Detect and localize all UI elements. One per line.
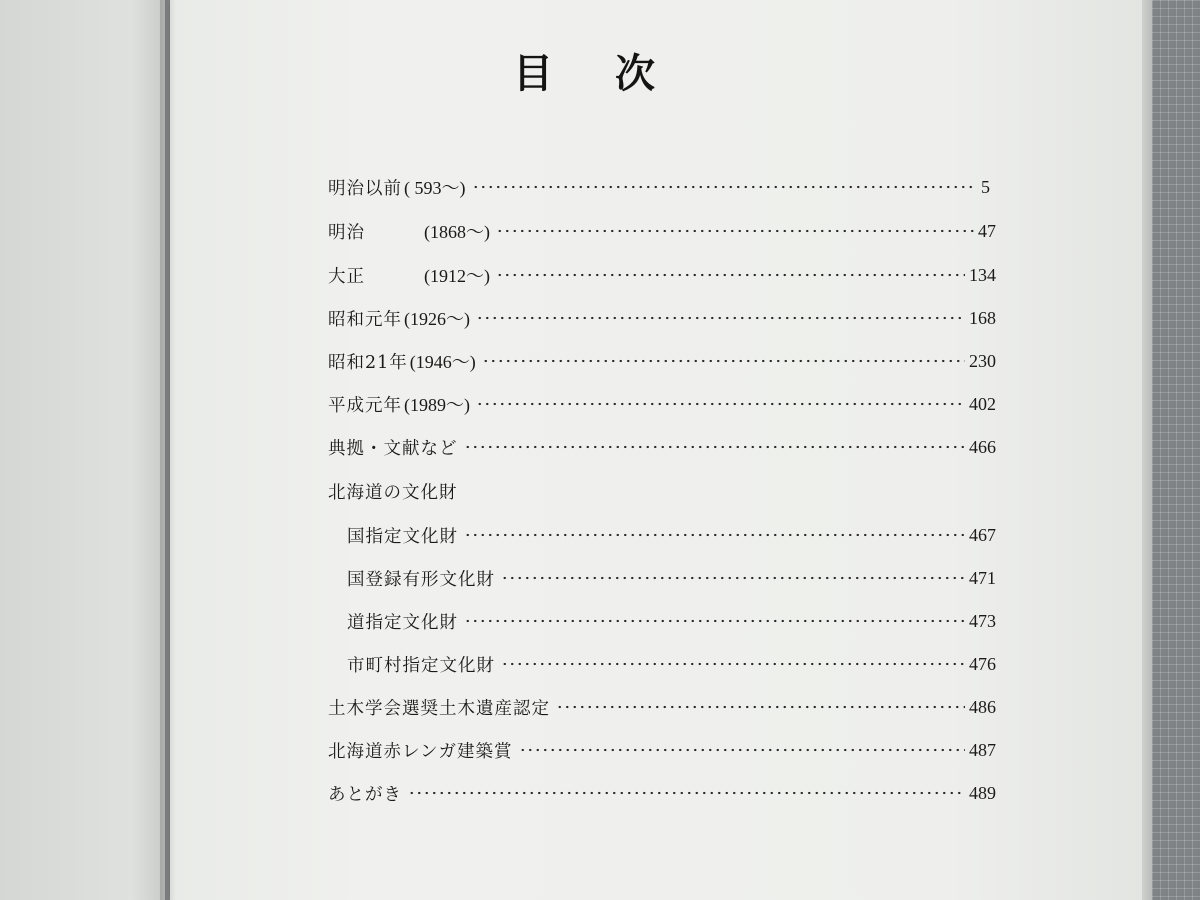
leader-dots: [464, 432, 966, 462]
leader-dots: [519, 735, 965, 765]
toc-entry-page: 471: [969, 567, 996, 588]
toc-section-heading: [328, 476, 996, 506]
leader-dots: [472, 172, 977, 202]
leader-dots: [476, 303, 965, 333]
toc-entry[interactable]: [347, 520, 996, 550]
toc-entry[interactable]: [347, 649, 996, 679]
toc-entry[interactable]: [328, 303, 996, 333]
toc-entry[interactable]: [328, 172, 990, 202]
toc-entry-label: 昭和21年: [328, 352, 408, 373]
toc-entry[interactable]: [347, 563, 996, 593]
toc-entry-label: 市町村指定文化財: [347, 655, 495, 676]
toc-entry-page: 487: [969, 739, 996, 760]
toc-entry-label: あとがき: [328, 784, 402, 805]
toc-entry-range: ( 593～): [404, 178, 466, 198]
toc-entry-page: 168: [969, 307, 996, 328]
leader-dots: [556, 692, 965, 722]
toc-entry[interactable]: [328, 216, 996, 246]
toc-entry[interactable]: [328, 389, 996, 419]
leader-dots: [482, 346, 965, 376]
toc-entry-range: (1868～): [424, 222, 490, 242]
toc-entry-page: 489: [969, 782, 996, 803]
leader-dots: [464, 606, 965, 636]
toc-entry-page: 230: [969, 350, 996, 371]
toc-entry-page: 467: [969, 524, 996, 545]
leader-dots: [464, 520, 965, 550]
toc-heading: 目次: [513, 50, 717, 97]
toc-entry-page: 466: [969, 436, 996, 457]
toc-entry-label: 道指定文化財: [347, 612, 458, 633]
toc-entry[interactable]: [328, 735, 996, 765]
leader-dots: [501, 649, 965, 679]
toc-entry[interactable]: [347, 606, 996, 636]
leader-dots: [496, 260, 965, 290]
toc-entry[interactable]: [328, 346, 996, 376]
leader-dots: [496, 216, 974, 246]
toc-entry-range: (1989～): [404, 395, 470, 415]
toc-entry-label: 昭和元年: [328, 309, 402, 330]
toc-entry-label: 国登録有形文化財: [347, 569, 495, 590]
leader-dots: [476, 389, 965, 419]
toc-entry-page: 486: [969, 696, 996, 717]
toc-section-label: 北海道の文化財: [328, 482, 458, 503]
toc-entry-label: 明治: [328, 222, 365, 243]
toc-entry-page: 476: [969, 653, 996, 674]
toc-entry[interactable]: [328, 692, 996, 722]
toc-entry-label: 典拠・文献など: [328, 438, 458, 459]
toc-entry-page: 5: [981, 176, 990, 197]
toc-entry-page: 402: [969, 393, 996, 414]
leader-dots: [408, 778, 965, 808]
toc-entry-label: 平成元年: [328, 395, 402, 416]
toc-entry-page: 47: [978, 220, 996, 241]
toc-entry-label: 北海道赤レンガ建築賞: [328, 741, 513, 762]
toc-entry[interactable]: [328, 778, 996, 808]
toc-entry-range: (1926～): [404, 309, 470, 329]
toc-entry-page: 134: [969, 264, 996, 285]
toc-entry[interactable]: [328, 260, 996, 290]
toc-entry-label: 国指定文化財: [347, 526, 458, 547]
toc-entry-label: 大正: [328, 266, 365, 287]
toc-entry-range: (1946～): [409, 352, 476, 372]
toc-entry-label: 土木学会選奨土木遺産認定: [328, 698, 550, 719]
toc-entry-label: 明治以前: [328, 178, 402, 199]
toc-entry-page: 473: [969, 610, 996, 631]
toc-entry[interactable]: [328, 432, 996, 462]
toc-entry-range: (1912～): [424, 266, 490, 286]
leader-dots: [501, 563, 965, 593]
